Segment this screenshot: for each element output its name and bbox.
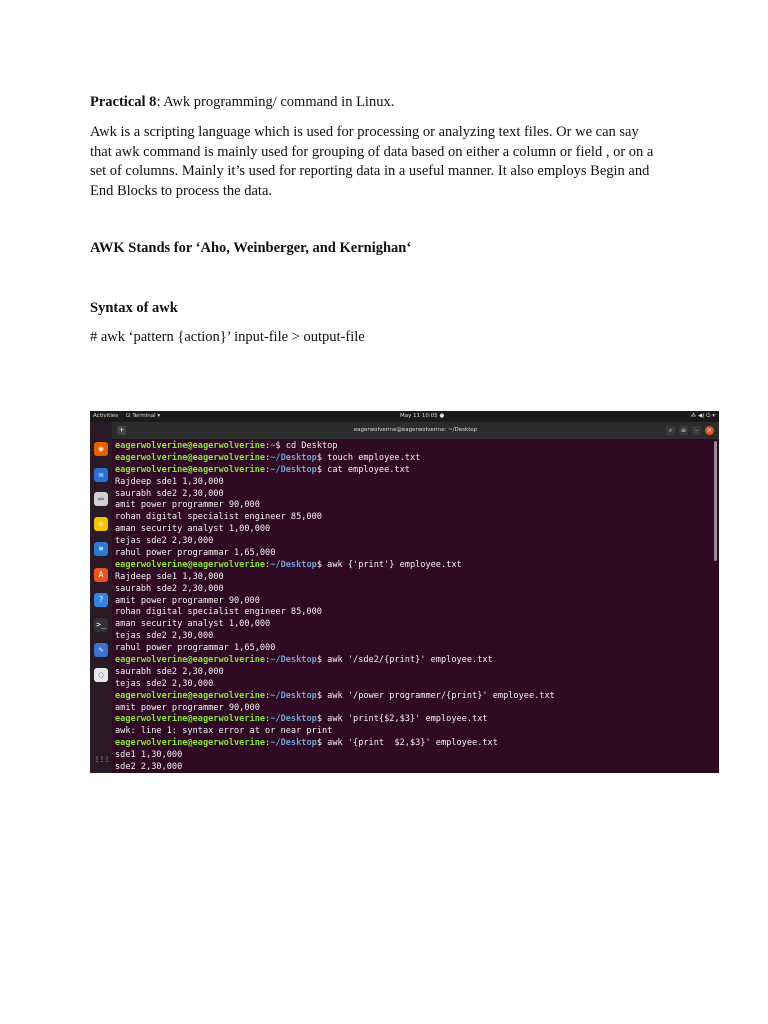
software-icon[interactable]: A [94,568,108,582]
practical-heading [90,94,394,111]
terminal-output-line: rahul power programmar 1,65,000 [115,548,276,559]
prompt-path: ~ [270,441,276,451]
terminal-output-line: tejas sde2 2,30,000 [115,631,214,642]
terminal-prompt-line [115,655,715,667]
firefox-icon[interactable]: ◉ [94,442,108,456]
terminal-output-line: tejas sde2 2,30,000 [115,678,214,689]
prompt-command: $ awk '{print $2,$3}' employee.txt [316,738,498,749]
terminal-screenshot [90,411,719,773]
prompt-user-host: eagerwolverine@eagerwolverine [115,452,266,463]
terminal-output-line: sde1 1,30,000 [115,750,183,761]
prompt-separator: : [265,452,271,463]
terminal-output-line: awk: line 1: syntax error at or near print [115,726,333,737]
thunderbird-icon[interactable]: ✉ [94,468,108,482]
prompt-command: $ awk '/sde2/{print}' employee.txt [316,655,493,666]
system-tray[interactable]: ⁂ ◀) ⏻ ▾ [690,413,715,419]
syntax-heading [90,300,178,317]
terminal-prompt-line [115,691,715,703]
prompt-user-host: eagerwolverine@eagerwolverine [115,738,266,749]
terminal-output-line: amit power programmer 90,000 [115,702,260,713]
terminal-output-line: amit power programmer 90,000 [115,500,260,511]
terminal-output[interactable] [115,441,715,773]
prompt-separator: : [265,559,271,570]
prompt-path: ~/Desktop [270,738,317,749]
terminal-output-line: saurabh sde2 2,30,000 [115,583,224,594]
prompt-user-host: eagerwolverine@eagerwolverine [115,655,266,666]
terminal-prompt-line [115,441,715,453]
prompt-separator: : [265,690,271,701]
awk-stands-text: AWK Stands for ‘Aho, Weinberger, and Kernighan‘ [90,240,412,256]
text-editor-icon[interactable]: ✎ [94,643,108,657]
terminal-output-line: aman security analyst 1,00,000 [115,524,271,535]
terminal-output-line: Rajdeep sde1 1,30,000 [115,476,224,487]
prompt-path: ~/Desktop [270,452,317,463]
new-tab-icon[interactable]: + [118,426,125,434]
search-icon[interactable]: ⌕ [666,426,675,435]
terminal-prompt-line [115,465,715,477]
prompt-user-host: eagerwolverine@eagerwolverine [115,441,266,451]
prompt-command: $ cd Desktop [275,441,338,451]
prompt-command: $ awk {'print'} employee.txt [316,559,462,570]
prompt-path: ~/Desktop [270,559,317,570]
terminal-output-line: rahul power programmar 1,65,000 [115,643,276,654]
terminal-output-line: amit power programmer 90,000 [115,595,260,606]
prompt-user-host: eagerwolverine@eagerwolverine [115,559,266,570]
window-title: eagerwolverine@eagerwolverine: ~/Desktop [353,427,478,433]
prompt-command: $ touch employee.txt [316,452,421,463]
close-icon[interactable]: × [706,427,713,434]
terminal-output-line: saurabh sde2 2,30,000 [115,488,224,499]
terminal-prompt-line [115,714,715,726]
prompt-command: $ cat employee.txt [316,464,410,475]
disc-icon[interactable]: ◌ [94,668,108,682]
menu-icon[interactable]: ≡ [680,427,687,434]
practical-title: : Awk programming/ command in Linux. [156,94,395,110]
prompt-path: ~/Desktop [270,464,317,475]
dock [90,422,112,773]
prompt-path: ~/Desktop [270,714,317,725]
intro-line: Awk is a scripting language which is used for processing or analyzing text files. Or we can say [90,124,639,140]
terminal-scrollbar[interactable] [714,441,717,561]
terminal-prompt-line [115,453,715,465]
gnome-top-bar [90,411,719,422]
practical-label: Practical 8 [90,94,157,110]
prompt-user-host: eagerwolverine@eagerwolverine [115,690,266,701]
awk-stands-heading [90,240,411,257]
rhythmbox-icon[interactable]: ◎ [94,517,108,531]
terminal-output-line: tejas sde2 2,30,000 [115,536,214,547]
prompt-separator: : [265,655,271,666]
syntax-line: # awk ‘pattern {action}’ input-file > output-file [90,329,365,345]
terminal-icon[interactable]: >_ [94,618,108,632]
minimize-icon[interactable]: – [692,426,701,435]
intro-paragraph [90,123,690,201]
terminal-output-line: Rajdeep sde1 1,30,000 [115,571,224,582]
prompt-separator: : [265,738,271,749]
writer-icon[interactable]: ≡ [94,542,108,556]
terminal-prompt-line [115,560,715,572]
terminal-output-line: rohan digital specialist engineer 85,000 [115,512,322,523]
terminal-titlebar [112,422,719,439]
terminal-output-line: sde2 2,30,000 [115,762,183,773]
terminal-output-line: aman security analyst 1,00,000 [115,619,271,630]
files-icon[interactable]: ▭ [94,492,108,506]
prompt-user-host: eagerwolverine@eagerwolverine [115,464,266,475]
terminal-prompt-line [115,738,715,750]
terminal-output-line: saurabh sde2 2,30,000 [115,666,224,677]
intro-line: End Blocks to process the data. [90,182,273,199]
syntax-heading-text: Syntax of awk [90,300,178,316]
clock[interactable]: May 11 10:05 ● [400,413,445,419]
prompt-path: ~/Desktop [270,655,317,666]
activities-button[interactable]: Activities [93,413,119,419]
prompt-user-host: eagerwolverine@eagerwolverine [115,714,266,725]
prompt-path: ~/Desktop [270,690,317,701]
intro-line: that awk command is mainly used for grouping of data based on either a column or field , or on a [90,143,654,160]
intro-line: set of columns. Mainly it’s used for reporting data in a useful manner. It also employs Begin and [90,163,650,179]
prompt-separator: : [265,464,271,475]
prompt-command: $ awk 'print{$2,$3}' employee.txt [316,714,488,725]
prompt-separator: : [265,714,271,725]
apps-grid-icon[interactable]: ⋮⋮⋮ [94,756,109,763]
help-icon[interactable]: ? [94,593,108,607]
prompt-command: $ awk '/power programmer/{print}' employee.txt [316,690,555,701]
app-menu[interactable]: ⊡ Terminal ▾ [126,413,161,419]
prompt-separator: : [265,441,271,451]
terminal-output-line: rohan digital specialist engineer 85,000 [115,607,322,618]
